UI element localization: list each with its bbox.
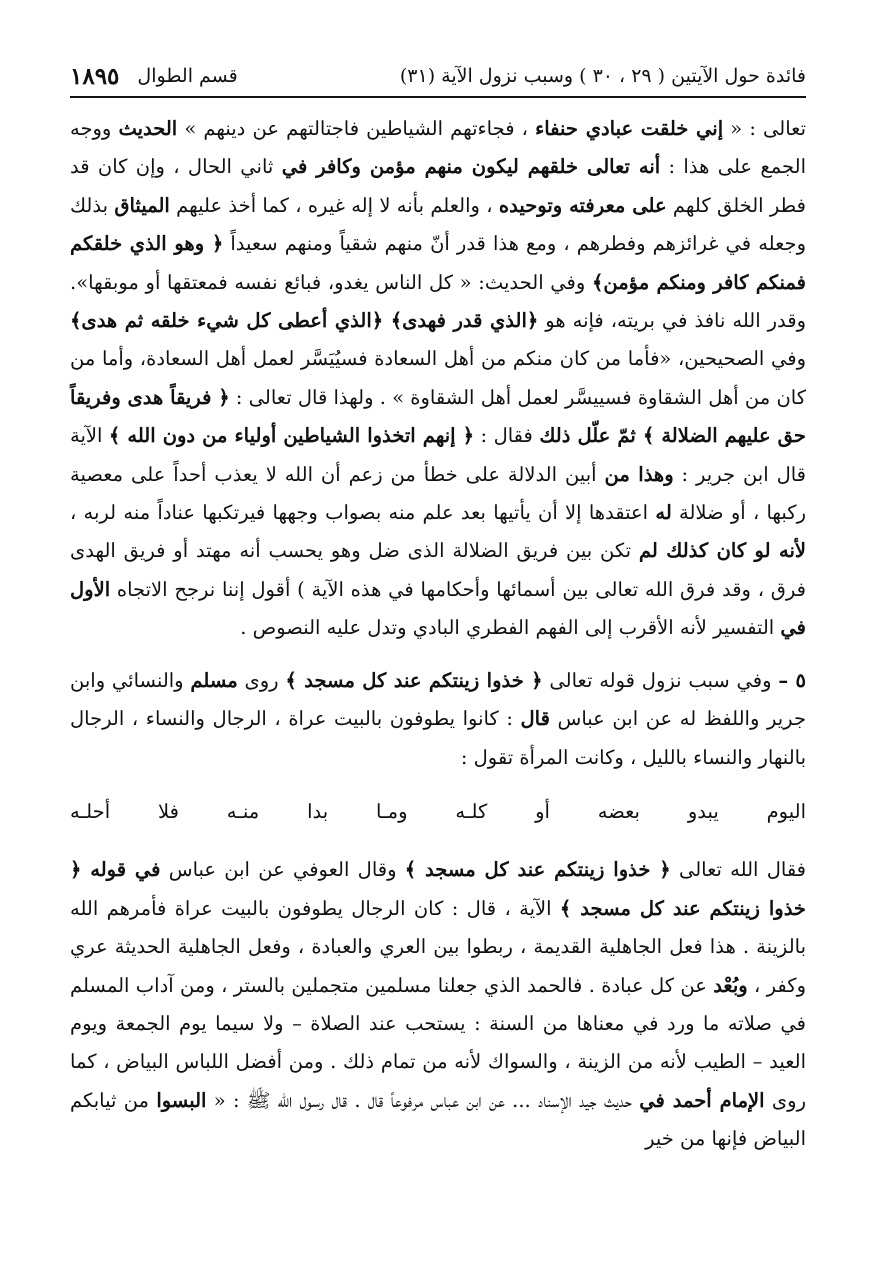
text-run: تعالى : «	[723, 117, 806, 140]
text-run: وفي الصحيحين، «فأما من كان منكم من أهل السعادة فسيُيَسَّر لعمل أهل السعادة، وأما من كان من أهل الشقاوة فسييسَّر لعمل أهل الشقاوة » . ولهذا قال تعالى :	[70, 347, 806, 409]
bold-text-run: الميثاق	[114, 193, 170, 217]
text-run: ، والعلم بأنه لا إله غيره ، كما أخذ عليهم	[169, 193, 499, 217]
poem-word: ومـا	[376, 799, 408, 823]
text-run: التفسير لأنه الأقرب إلى الفهم الفطري البادي وتدل عليه النصوص .	[240, 616, 781, 640]
text-run: من ثيابكم البياض فإنها من خير	[70, 1088, 806, 1151]
bold-text-run: إني خلقت عبادي حنفاء	[535, 117, 724, 140]
text-run: فقال الله تعالى	[670, 858, 807, 882]
text-run: وقال العوفي عن ابن عباس	[160, 858, 405, 882]
paragraph	[70, 110, 806, 648]
section-title: قسم الطوال	[137, 65, 238, 87]
page-number: ١٨٩٥	[70, 62, 120, 90]
body-text-block-2	[70, 851, 806, 1158]
poem-word: أو	[535, 799, 550, 823]
bold-text-run: ﴿الذي قدر فهدى﴾ ﴿الذي أعطى كل شيء خلقه ثم هدى﴾	[70, 309, 539, 333]
poem-word: كلـه	[455, 799, 488, 823]
bold-text-run: على معرفته وتوحيده	[498, 193, 667, 217]
page-header	[70, 56, 806, 98]
bold-text-run: أنه تعالى خلقهم ليكون منهم مؤمن وكافر في	[281, 155, 661, 179]
paragraph	[70, 851, 806, 1158]
poem-word: بعضه	[597, 799, 640, 823]
poem-word: فلا	[157, 799, 179, 823]
text-run: وفي الحديث: « كل الناس يغدو، فبائع نفسه فمعتقها أو موبقها». وقدر الله نافذ في بريته، فإنه هو	[70, 270, 806, 333]
text-run: ، فجاءتهم الشياطين فاجتالتهم عن دينهم »	[177, 117, 536, 140]
text-run: أبين الدلالة على خطأ من زعم أن الله لا يعذب أحداً على معصية ركبها ، أو ضلالة	[70, 462, 806, 525]
body-text-block-1	[70, 110, 806, 777]
poem-word: منـه	[226, 799, 260, 823]
bold-text-run: مسلم	[190, 668, 238, 692]
bold-text-run: لأنه لو كان كذلك لم	[638, 539, 806, 563]
bold-text-run: ﴿ إنهم اتخذوا الشياطين أولياء من دون الله ﴾	[108, 424, 475, 448]
text-run: والنسائي وابن جرير واللفظ له عن ابن عباس	[70, 668, 806, 731]
bold-text-run: الإمام أحمد في	[639, 1088, 765, 1112]
text-run: فقال :	[474, 424, 540, 448]
text-run: حديث جيد الإسناد ... عن ابن عباس مرفوعاً قال . قال رسول الله ﷺ : «	[206, 1088, 640, 1112]
bold-text-run: ﴿ فريقاً هدى وفريقاً حق عليهم الضلالة ﴾ ثمّ علّل ذلك	[70, 385, 806, 448]
bold-text-run: ٥ –	[778, 668, 806, 692]
text-run: ووجه الجمع على هذا :	[70, 117, 806, 179]
text-run: الآية قال ابن جرير :	[70, 424, 807, 486]
bold-text-run: قال	[520, 707, 550, 731]
running-title: فائدة حول الآيتين ( ٢٩ ، ٣٠ ) وسبب نزول الآية (٣١)	[399, 65, 806, 87]
bold-text-run: الأول في	[70, 577, 806, 640]
bold-text-run: ﴿ وهو الذي خلقكم فمنكم كافر ومنكم مؤمن﴾	[70, 232, 807, 294]
bold-text-run: البسوا	[156, 1088, 207, 1112]
text-run: وفي سبب نزول قوله تعالى	[542, 668, 779, 692]
bold-text-run: وهذا من	[604, 462, 674, 486]
bold-text-run: ﴿ خذوا زينتكم عند كل مسجد ﴾	[285, 668, 543, 692]
bold-text-run: في قوله ﴿ خذوا زينتكم عند كل مسجد ﴾	[70, 858, 806, 920]
bold-text-run: وبُعْد	[713, 973, 748, 997]
page-body	[70, 110, 806, 1159]
text-run: روى	[237, 668, 286, 692]
text-run: بذلك وجعله في غرائزهم وفطرهم ، ومع هذا قدر أنّ منهم شقياً ومنهم سعيداً	[70, 193, 806, 256]
text-run: الآية ، قال : كان الرجال يطوفون بالبيت عراة فأمرهم الله بالزينة . هذا فعل الجاهلية القديمة ، ربطوا بين العري والعبادة ، وفعل الجاهلية الحديثة عري وكفر ،	[70, 896, 806, 997]
poem-word: أحلـه	[70, 799, 111, 823]
poem-word: يبدو	[687, 799, 719, 823]
text-run: ثاني الحال ، وإن كان قد فطر الخلق كلهم	[70, 155, 806, 217]
paragraph	[70, 662, 806, 777]
bold-text-run: ﴿ خذوا زينتكم عند كل مسجد ﴾	[404, 858, 671, 882]
poem-verse	[70, 793, 806, 831]
text-run: عن كل عبادة . فالحمد الذي جعلنا مسلمين متجملين بالستر ، ومن آداب المسلم في صلاته ما ورد في معناها من السنة : يستحب عند الصلاة – ولا سيما يوم الجمعة ويوم العيد – الطيب لأنه من الزينة ، والسواك لأنه من تمام ذلك . ومن أفضل اللباس البياض ، كما روى	[70, 973, 806, 1112]
text-run: اعتقدها إلا أن يأتيها بعد علم منه بصواب وجهها فيرتكبها عناداً منه لربه ،	[70, 501, 656, 525]
bold-text-run: له	[655, 501, 672, 525]
poem-word: بدا	[307, 799, 329, 823]
text-run: تكن بين فريق الضلالة الذى ضل وهو يحسب أنه مهتد أو فريق الهدى فرق ، وقد فرق الله تعالى بين أسمائها وأحكامها في هذه الآية ) أقول إننا نرجح الاتجاه	[70, 539, 806, 601]
poem-word: اليوم	[766, 799, 806, 823]
text-run: : كانوا يطوفون بالبيت عراة ، الرجال والنساء ، الرجال بالنهار والنساء بالليل ، وكانت المرأة تقول :	[70, 707, 806, 769]
bold-text-run: الحديث	[118, 117, 178, 140]
